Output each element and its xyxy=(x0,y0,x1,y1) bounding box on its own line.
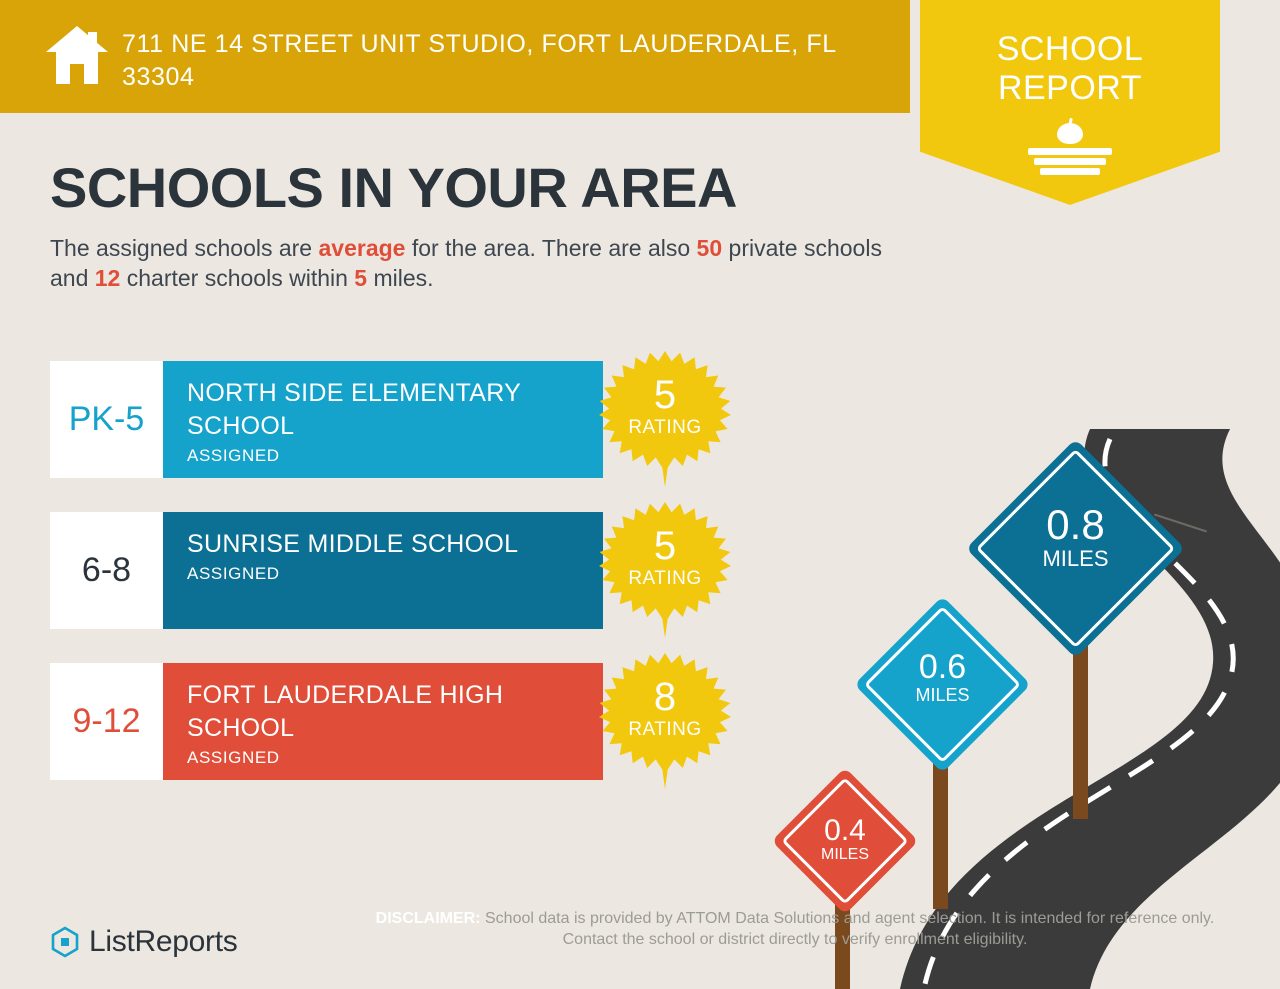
intro-part-4: charter schools within xyxy=(120,264,355,291)
intro-part-2: for the area. There are also xyxy=(405,235,697,261)
property-address: 711 NE 14 STREET UNIT STUDIO, FORT LAUDERDALE, FL 33304 xyxy=(122,30,836,91)
badge-title xyxy=(920,30,1220,108)
badge-title-line1: SCHOOL xyxy=(996,30,1144,68)
grade-range: 6-8 xyxy=(81,551,132,589)
distance-sign-0-4 xyxy=(780,779,910,989)
sign-distance-value: 0.6 xyxy=(918,648,967,686)
status-badge xyxy=(595,349,735,489)
home-icon xyxy=(44,24,110,86)
sign-text xyxy=(998,503,1153,570)
sign-distance-unit: MILES xyxy=(820,845,869,863)
intro-part-3: private schools and xyxy=(50,235,882,291)
grade-range: 9-12 xyxy=(72,702,141,740)
grade-range-box xyxy=(50,663,163,780)
intro-part-5: miles. xyxy=(367,264,434,291)
listreports-logo-icon xyxy=(50,926,80,958)
sign-distance-unit: MILES xyxy=(915,684,970,705)
rating-value: 8 xyxy=(653,675,677,719)
school-name: SUNRISE MIDDLE SCHOOL xyxy=(187,530,519,558)
status-badge xyxy=(595,500,735,640)
sign-distance-unit: MILES xyxy=(1042,546,1109,572)
sign-post xyxy=(1073,644,1088,819)
rating-text xyxy=(595,677,735,741)
status-badge xyxy=(595,651,735,791)
school-name-box xyxy=(163,361,603,478)
intro-radius: 5 xyxy=(354,264,368,291)
rating-text xyxy=(595,526,735,590)
grade-range-box xyxy=(50,512,163,629)
listreports-logo[interactable] xyxy=(50,925,237,959)
sign-post xyxy=(933,749,948,909)
sign-text xyxy=(880,650,1005,705)
rating-text xyxy=(595,375,735,439)
grade-range-box xyxy=(50,361,163,478)
intro-paragraph xyxy=(50,234,910,294)
sign-distance-value: 0.4 xyxy=(824,814,866,847)
books-icon xyxy=(1028,148,1112,175)
disclaimer-label: DISCLAIMER: xyxy=(375,909,481,927)
school-report-badge xyxy=(920,0,1220,205)
intro-charter-count: 12 xyxy=(94,264,121,291)
header-bar xyxy=(0,0,910,113)
school-status: ASSIGNED xyxy=(187,564,280,583)
road-illustration xyxy=(760,429,1280,989)
school-status: ASSIGNED xyxy=(187,446,280,465)
list-item[interactable] xyxy=(50,512,700,629)
badge-artwork xyxy=(920,118,1220,178)
sign-text xyxy=(793,815,897,863)
disclaimer xyxy=(370,908,1220,951)
sign-distance-value: 0.8 xyxy=(1046,501,1105,548)
grade-range: PK-5 xyxy=(68,400,145,438)
list-item[interactable] xyxy=(50,361,700,478)
school-name: NORTH SIDE ELEMENTARY SCHOOL xyxy=(187,379,521,440)
disclaimer-text: School data is provided by ATTOM Data Solutions and agent selection. It is intended for reference only. Contact the school or district directly to verify enrollment eligibility. xyxy=(480,909,1215,949)
rating-value: 5 xyxy=(653,524,677,568)
school-status: ASSIGNED xyxy=(187,748,280,767)
school-name-box xyxy=(163,663,603,780)
school-name: FORT LAUDERDALE HIGH SCHOOL xyxy=(187,681,504,742)
badge-title-line2: REPORT xyxy=(997,69,1143,108)
apple-icon xyxy=(1057,118,1083,144)
intro-quality: average xyxy=(318,235,406,261)
rating-value: 5 xyxy=(653,373,677,417)
intro-part-1: The assigned schools are xyxy=(50,235,319,261)
rating-label: RATING xyxy=(628,568,702,589)
listreports-logo-text: ListReports xyxy=(89,925,238,958)
rating-label: RATING xyxy=(628,417,702,438)
list-item[interactable] xyxy=(50,663,700,780)
intro-private-count: 50 xyxy=(696,235,723,261)
page-title: SCHOOLS IN YOUR AREA xyxy=(50,156,737,219)
rating-label: RATING xyxy=(628,719,702,740)
school-list xyxy=(50,361,700,814)
school-name-box xyxy=(163,512,603,629)
